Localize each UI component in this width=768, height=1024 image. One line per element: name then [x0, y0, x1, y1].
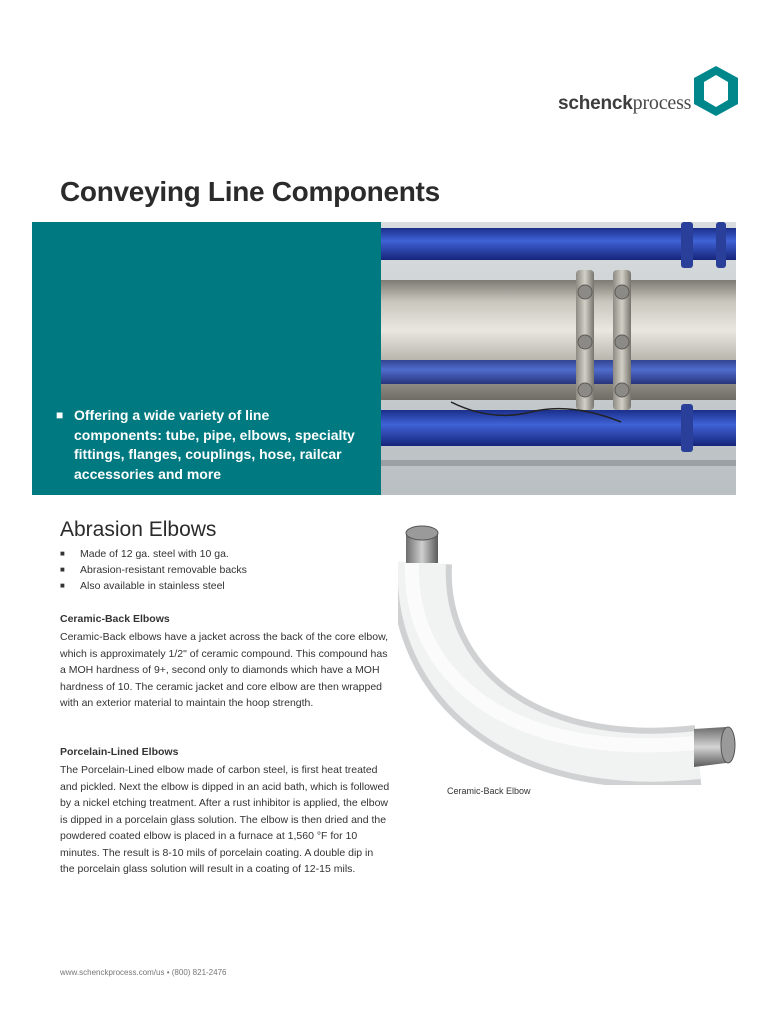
banner-bullet — [56, 406, 356, 484]
banner-teal-panel — [32, 222, 381, 495]
list-item — [60, 578, 247, 594]
company-logo — [558, 66, 748, 122]
bullet-square-icon: ■ — [60, 549, 65, 558]
section-title-abrasion-elbows: Abrasion Elbows — [60, 518, 217, 541]
list-item-text: Also available in stainless steel — [80, 580, 225, 592]
ceramic-back-elbow-image — [398, 515, 743, 785]
logo-wordmark — [558, 92, 691, 115]
list-item — [60, 562, 247, 578]
schenck-process-logo-icon — [694, 66, 738, 116]
features-list — [60, 546, 247, 594]
footer-phone: (800) 821-2476 — [171, 968, 227, 977]
footer — [60, 968, 226, 977]
logo-bold-text: schenck — [558, 93, 633, 114]
bullet-square-icon: ■ — [56, 408, 64, 422]
banner-bullet-text: Offering a wide variety of line components: tube, pipe, elbows, specialty fittings, flanges, couplings, hose, railcar accessories and more — [74, 407, 355, 482]
bullet-square-icon: ■ — [60, 581, 65, 590]
list-item-text: Made of 12 ga. steel with 10 ga. — [80, 548, 229, 560]
list-item-text: Abrasion-resistant removable backs — [80, 564, 247, 576]
bullet-square-icon: ■ — [60, 565, 65, 574]
porcelain-description: The Porcelain-Lined elbow made of carbon steel, is first heat treated and pickled. Next the elbow is dipped in an acid bath, which is followed by a nickel etching treatment. After a rust inhibitor is applied, the elbow is dipped in a porcelain glass solution. The elbow is then dried and the powdered coated elbow is placed in a furnace at 1,560 °F for 10 minutes. The result is 8-10 mils of porcelain coating. A double dip in the porcelain glass solution will result in a coating of 12-15 mils. — [60, 764, 390, 875]
logo-light-text: process — [632, 92, 692, 114]
page-title: Conveying Line Components — [60, 176, 440, 207]
list-item — [60, 546, 247, 562]
subtitle-ceramic-back-elbows: Ceramic-Back Elbows — [60, 613, 170, 625]
image-caption: Ceramic-Back Elbow — [447, 786, 531, 796]
footer-website-link[interactable]: www.schenckprocess.com/us — [60, 968, 165, 977]
subtitle-porcelain-lined-elbows: Porcelain-Lined Elbows — [60, 746, 179, 758]
ceramic-description: Ceramic-Back elbows have a jacket across the back of the core elbow, which is approximately 1/2" of ceramic compound. This compound has a MOH hardness of 9+, second only to diamonds which have a MOH hardness of 10. The ceramic jacket and core elbow are then wrapped with an exterior material to maintain the hoop strength. — [60, 631, 388, 709]
pipe-flange-photo — [381, 222, 736, 495]
hero-banner — [32, 222, 736, 495]
footer-separator: • — [166, 968, 170, 977]
